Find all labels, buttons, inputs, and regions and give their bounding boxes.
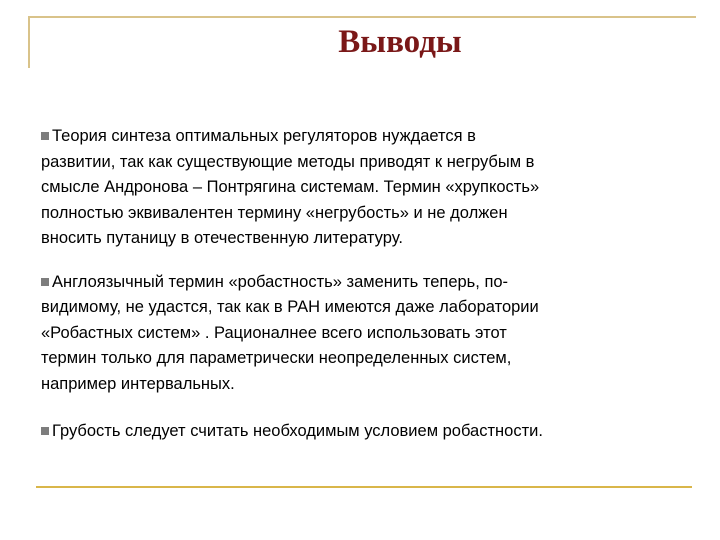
paragraph-2-line-5: например интервальных. bbox=[41, 374, 235, 393]
paragraph-1-line-1: Теория синтеза оптимальных регуляторов нуждается в bbox=[52, 127, 476, 145]
paragraph-1-line-4: полностью эквивалентен термину «негрубость» и не должен bbox=[41, 203, 508, 222]
paragraph-3-line-1: Грубость следует считать необходимым условием робастности. bbox=[52, 422, 543, 440]
paragraph-2-line-4: термин только для параметрически неопределенных систем, bbox=[41, 349, 512, 367]
paragraph-2-line-3: «Робастных систем» . Рационалнее всего использовать этот bbox=[41, 323, 507, 342]
slide-title: Выводы bbox=[338, 24, 462, 60]
paragraph-2-line-2: видимому, не удастся, так как в РАН имеются даже лаборатории bbox=[41, 298, 539, 316]
paragraph-1 bbox=[41, 124, 701, 252]
paragraph-2-line-1: Англоязычный термин «робастность» заменить теперь, по- bbox=[52, 272, 509, 291]
paragraph-3 bbox=[41, 419, 701, 445]
bottom-divider bbox=[36, 486, 692, 488]
paragraph-2 bbox=[41, 270, 701, 398]
paragraph-1-line-3: смысле Андронова – Понтрягина системам. Термин «хрупкость» bbox=[41, 178, 540, 196]
top-divider bbox=[28, 16, 696, 18]
square-bullet-icon bbox=[41, 278, 49, 286]
paragraph-1-line-5: вносить путаницу в отечественную литературу. bbox=[41, 229, 403, 247]
slide-body bbox=[41, 124, 701, 445]
square-bullet-icon bbox=[41, 427, 49, 435]
paragraph-1-line-2: развитии, так как существующие методы приводят к негрубым в bbox=[41, 152, 535, 171]
square-bullet-icon bbox=[41, 132, 49, 140]
